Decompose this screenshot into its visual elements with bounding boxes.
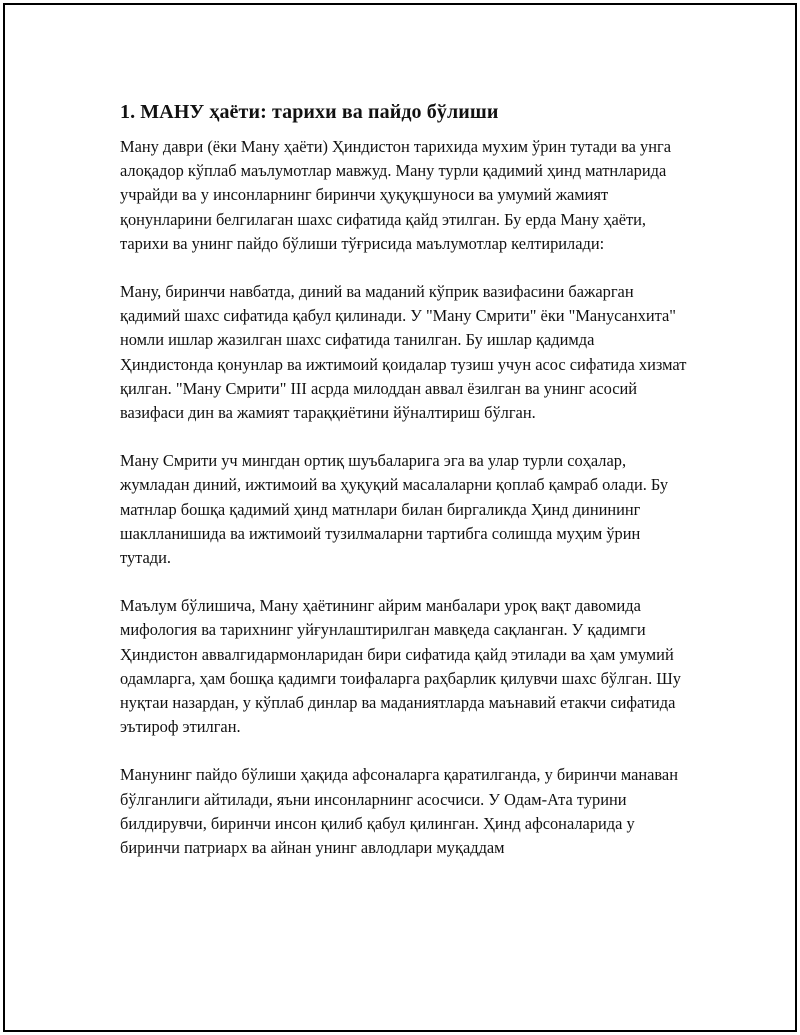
document-page <box>3 3 797 1032</box>
paragraph-4: Маълум бўлишича, Ману ҳаётининг айрим манбалари уроқ вақт давомида мифология ва тарихнинг уйғунлаштирилган мавқеда сақланган. У қадимги Ҳиндистон аввалгидармонларидан бири сифатида қайд этилади ва ҳам умумий одамларга, ҳам бошқа қадимги тоифаларга раҳбарлик қилувчи шахс бўлган. Шу нуқтаи назардан, у кўплаб динлар ва маданиятларда маънавий етакчи сифатида эътироф этилган. <box>120 596 682 737</box>
paragraph-3: Ману Смрити уч мингдан ортиқ шуъбаларига эга ва улар турли соҳалар, жумладан диний, ижтимоий ва ҳуқуқий масалаларни қоплаб қамраб олади. Бу матнлар бошқа қадимий ҳинд матнлари билан биргаликда Ҳинд динининг шаклланишида ва ижтимоий тузилмаларни тартибга солишда муҳим ўрин тутади. <box>120 451 669 568</box>
paragraph-5: Манунинг пайдо бўлиши ҳақида афсоналарга қаратилганда, у биринчи манаван бўлганлиги айтилади, яъни инсонларнинг асосчиси. У Одам-Ата турини билдирувчи, биринчи инсон қилиб қабул қилинган. Ҳинд афсоналарида у биринчи патриарх ва айнан унинг авлодлари муқаддам <box>120 765 678 858</box>
section-heading: 1. МАНУ ҳаёти: тарихи ва пайдо бўлиши <box>120 101 499 123</box>
document-content <box>120 98 690 884</box>
paragraph-1: Ману даври (ёки Ману ҳаёти) Ҳиндистон тарихида мухим ўрин тутади ва унга алоқадор кўплаб маълумотлар мавжуд. Ману турли қадимий ҳинд матнларида учрайди ва у инсонларнинг биринчи ҳуқуқшуноси ва умумий жамият қонунларини белгилаган шахс сифатида қайд этилган. Бу ерда Ману ҳаёти, тарихи ва унинг пайдо бўлиши тўғрисида маълумотлар келтирилади: <box>120 137 671 253</box>
paragraph-2: Ману, биринчи навбатда, диний ва маданий кўприк вазифасини бажарган қадимий шахс сифатида қабул қилинади. У "Ману Смрити" ёки "Манусанхита" номли ишлар жазилган шахс сифатида танилган. Бу ишлар қадимда Ҳиндистонда қонунлар ва ижтимоий қоидалар тузиш учун асос сифатида хизмат қилган. "Ману Смрити" III асрда милоддан аввал ёзилган ва унинг асосий вазифаси дин ва жамият тараққиётини йўналтириш бўлган. <box>120 282 687 423</box>
